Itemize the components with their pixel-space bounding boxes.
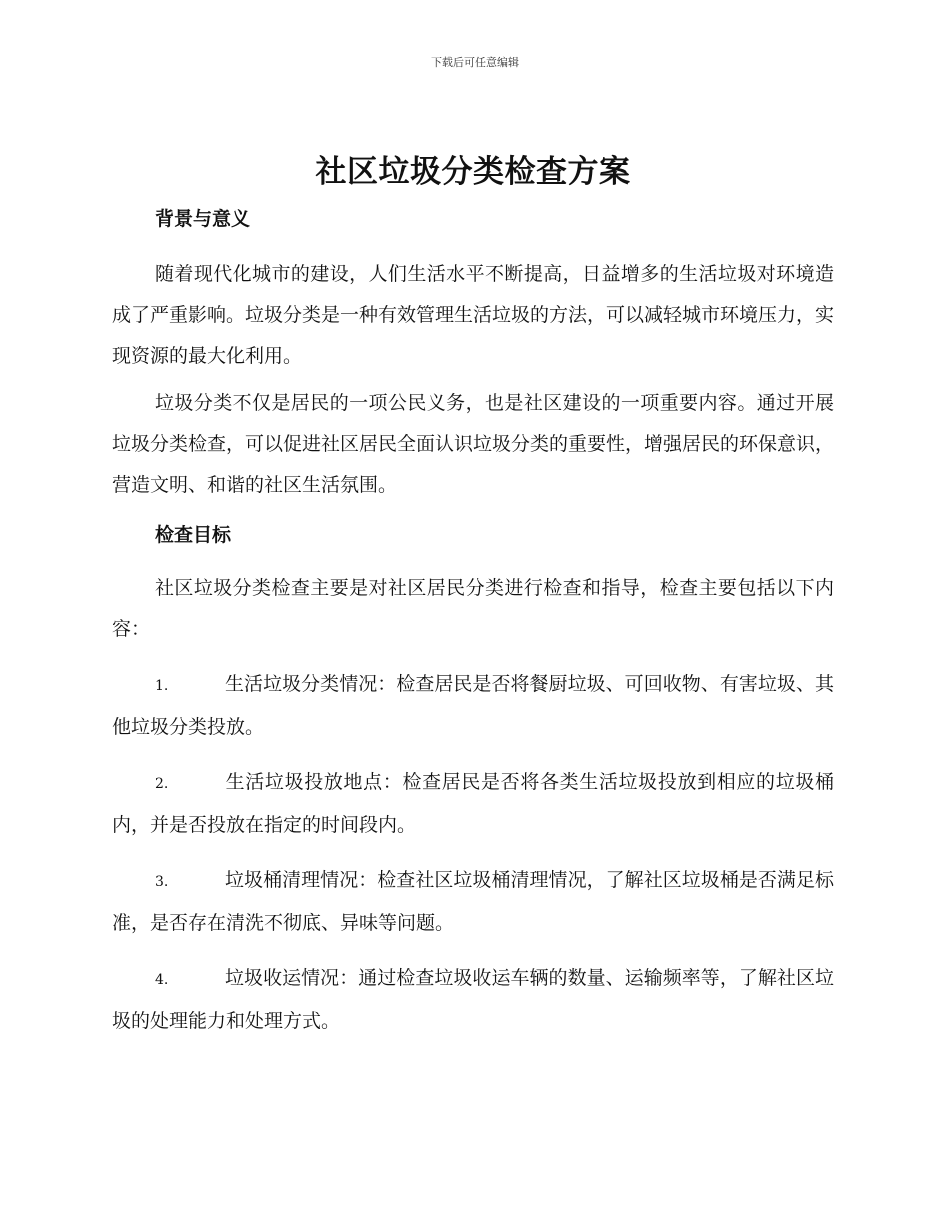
list-number: 2. <box>155 776 169 792</box>
document-body <box>112 150 834 1042</box>
list-number: 4. <box>155 972 169 988</box>
paragraph: 随着现代化城市的建设，人们生活水平不断提高，日益增多的生活垃圾对环境造成了严重影响。垃圾分类是一种有效管理生活垃圾的方法，可以减轻城市环境压力，实现资源的最大化利用。 <box>112 263 835 367</box>
section-heading-background: 背景与意义 <box>155 208 251 230</box>
paragraph: 社区垃圾分类检查主要是对社区居民分类进行检查和指导，检查主要包括以下内容： <box>112 577 834 640</box>
list-item <box>112 958 834 1042</box>
list-item-text: 生活垃圾投放地点：检查居民是否将各类生活垃圾投放到相应的垃圾桶内，并是否投放在指定的时间段内。 <box>112 771 834 836</box>
document-title: 社区垃圾分类检查方案 <box>315 154 631 190</box>
list-item <box>112 860 834 944</box>
list-number: 1. <box>155 678 169 694</box>
list-number: 3. <box>155 874 169 890</box>
list-item <box>112 664 834 748</box>
list-item-text: 垃圾收运情况：通过检查垃圾收运车辆的数量、运输频率等，了解社区垃圾的处理能力和处理方式。 <box>112 967 834 1032</box>
list-item-text: 垃圾桶清理情况：检查社区垃圾桶清理情况，了解社区垃圾桶是否满足标准，是否存在清洗不彻底、异味等问题。 <box>112 869 834 934</box>
header-note: 下载后可任意编辑 <box>431 56 519 69</box>
list-item-text: 生活垃圾分类情况：检查居民是否将餐厨垃圾、可回收物、有害垃圾、其他垃圾分类投放。 <box>112 673 834 738</box>
section-heading-goals: 检查目标 <box>155 524 232 546</box>
list-item <box>112 762 834 846</box>
paragraph: 垃圾分类不仅是居民的一项公民义务，也是社区建设的一项重要内容。通过开展垃圾分类检查，可以促进社区居民全面认识垃圾分类的重要性，增强居民的环保意识，营造文明、和谐的社区生活氛围。 <box>112 392 835 496</box>
